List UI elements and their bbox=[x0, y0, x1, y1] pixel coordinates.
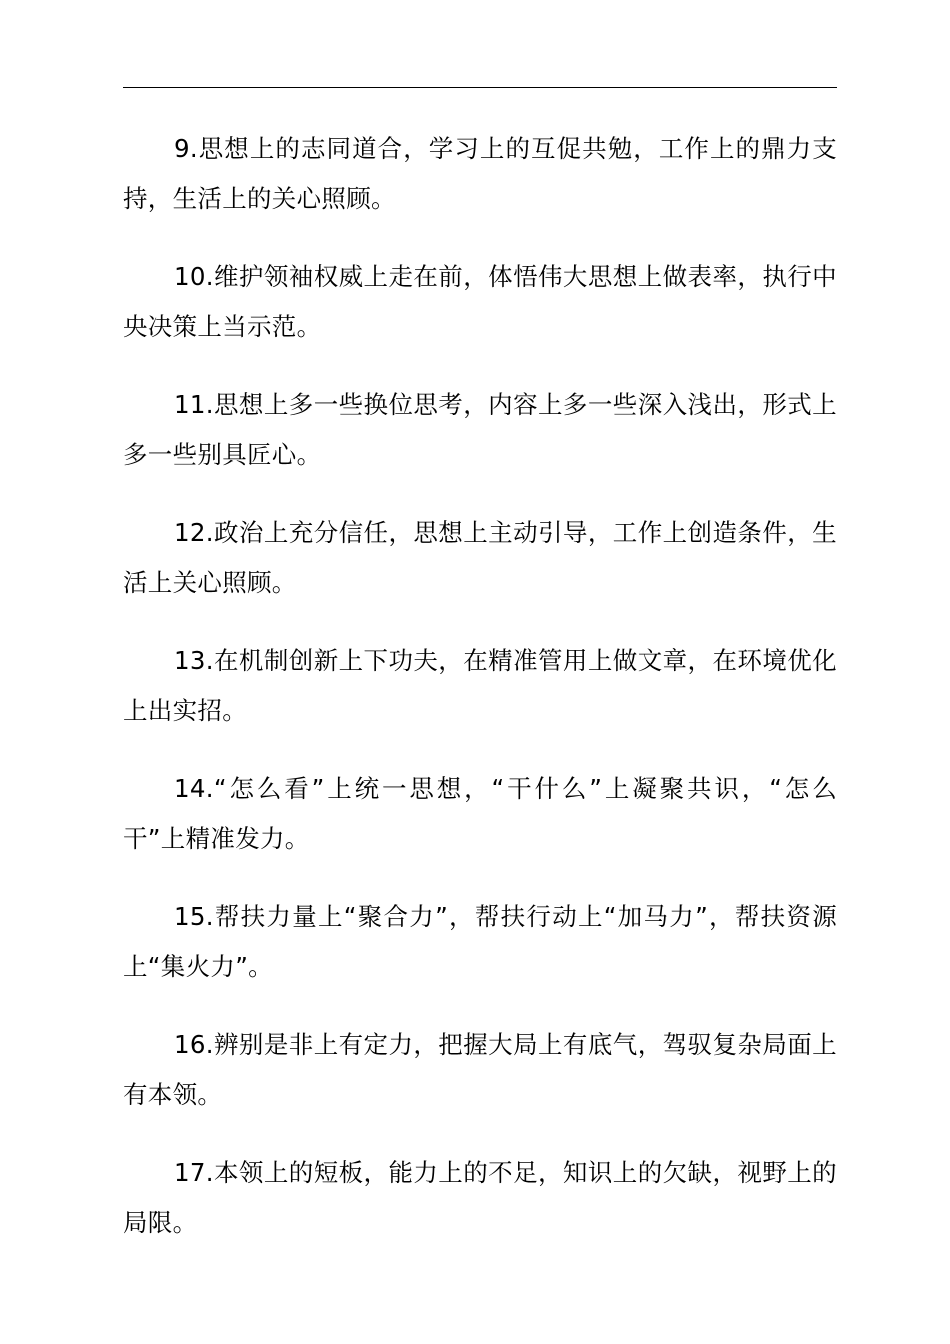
paragraph-9: 9.思想上的志同道合，学习上的互促共勉，工作上的鼎力支持，生活上的关心照顾。 bbox=[123, 134, 837, 213]
paragraph-11: 11.思想上多一些换位思考，内容上多一些深入浅出，形式上多一些别具匠心。 bbox=[123, 390, 837, 469]
paragraph-14: 14.“怎么看”上统一思想，“干什么”上凝聚共识，“怎么干”上精准发力。 bbox=[123, 774, 837, 853]
paragraph-10: 10.维护领袖权威上走在前，体悟伟大思想上做表率，执行中央决策上当示范。 bbox=[123, 262, 837, 341]
paragraph-13: 13.在机制创新上下功夫，在精准管用上做文章，在环境优化上出实招。 bbox=[123, 646, 837, 725]
paragraph-12: 12.政治上充分信任，思想上主动引导，工作上创造条件，生活上关心照顾。 bbox=[123, 518, 837, 597]
paragraph-17: 17.本领上的短板，能力上的不足，知识上的欠缺，视野上的局限。 bbox=[123, 1158, 837, 1237]
header-rule bbox=[123, 87, 837, 88]
document-body bbox=[123, 124, 837, 1276]
paragraph-16: 16.辨别是非上有定力，把握大局上有底气，驾驭复杂局面上有本领。 bbox=[123, 1030, 837, 1109]
paragraph-15: 15.帮扶力量上“聚合力”，帮扶行动上“加马力”，帮扶资源上“集火力”。 bbox=[123, 902, 837, 981]
